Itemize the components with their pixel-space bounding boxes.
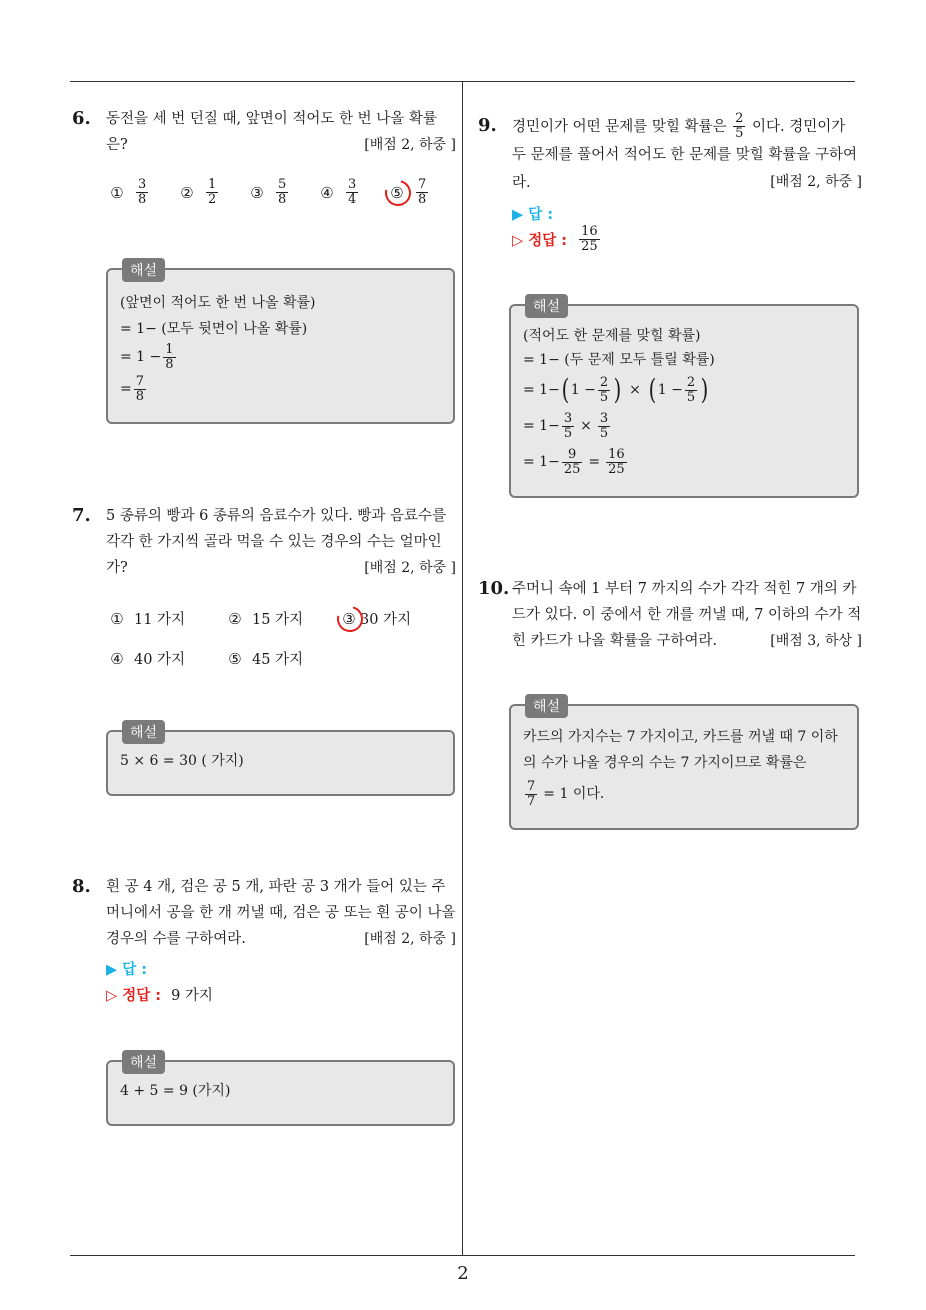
fraction: $\frac{1}{8}$ [165, 341, 174, 372]
fraction: $\frac{2}{5}$ [686, 374, 696, 405]
problem-7 [72, 503, 456, 580]
solution-tag: 해설 [525, 694, 568, 718]
score: [배점 2, 하중 ] [364, 931, 456, 947]
question-7-text: 7. 5 종류의 빵과 6 종류의 음료수가 있다. 빵과 음료수를 각각 한 가지씩 골라 먹을 수 있는 경우의 수는 얼마인가? [72, 505, 447, 576]
question-number: 9. [478, 115, 497, 136]
score: [배점 2, 하중 ] [770, 174, 862, 190]
page-number: 2 [457, 1263, 469, 1284]
question-9-text: 9. 경민이가 어떤 문제를 맞힐 확률은 $\frac{2}{5}$ 이다. 경민이가 두 문제를 풀어서 적어도 한 문제를 맞힐 확률을 구하여라. [478, 111, 858, 191]
answer-row [72, 955, 456, 981]
question-10-text: 10. 주머니 속에 1 부터 7 까지의 수가 각각 적힌 7 개의 카드가 있다. 이 중에서 한 개를 꺼낼 때, 7 이하의 수가 적힌 카드가 나올 확률을 구하여라. [478, 578, 862, 649]
correct-answer-row [478, 223, 862, 254]
selected-circle-mark: ③ [340, 610, 358, 628]
choice-1[interactable]: ① 11 가지 [110, 609, 186, 628]
problem-9 [478, 112, 862, 252]
fraction: $\frac{1}{2}$ [208, 177, 217, 207]
question-number: 7. [72, 505, 91, 526]
fraction: $\frac{16}{25}$ [608, 446, 625, 477]
solution-tag: 해설 [122, 720, 165, 744]
problem-8 [72, 874, 456, 1007]
choice-4[interactable]: ④ $\frac{3}{4}$ [320, 177, 357, 207]
score: [배점 2, 하중 ] [364, 137, 456, 153]
answer-row [478, 200, 862, 226]
selected-circle-mark: ⑤ [388, 184, 406, 202]
fraction: $\frac{7}{8}$ [135, 373, 145, 404]
question-number: 6. [72, 108, 91, 129]
correct-label: ▷ 정답 : [106, 987, 162, 1004]
fraction: $\frac{3}{8}$ [138, 177, 147, 207]
solution-box-6: 해설 (앞면이 적어도 한 번 나올 확률) = 1− (모두 뒷면이 나올 확률) = 1 − $\frac{1}{8}$ = $\frac{7}{8}$ [106, 268, 455, 424]
solution-tag: 해설 [122, 1050, 165, 1074]
choice-5[interactable]: ⑤ 45 가지 [228, 649, 304, 668]
question-number: 10. [478, 578, 510, 599]
choice-3-selected[interactable]: ③ 30 가지 [340, 608, 411, 629]
problem-6 [72, 106, 456, 157]
bottom-rule [70, 1255, 855, 1256]
score: [배점 2, 하중 ] [364, 560, 456, 576]
column-divider [462, 81, 463, 1256]
question-8-text: 8. 흰 공 4 개, 검은 공 5 개, 파란 공 3 개가 들어 있는 주머니에서 공을 한 개 꺼낼 때, 검은 공 또는 흰 공이 나올 경우의 수를 구하여라. [72, 876, 456, 947]
fraction: $\frac{3}{5}$ [599, 410, 609, 441]
choice-2[interactable]: ② 15 가지 [228, 609, 304, 628]
correct-value: 9 가지 [171, 987, 213, 1004]
fraction: $\frac{3}{5}$ [563, 410, 573, 441]
question-6-text: 6. 동전을 세 번 던질 때, 앞면이 적어도 한 번 나올 확률은? [72, 108, 437, 153]
score: [배점 3, 하상 ] [770, 633, 862, 649]
choices-7 [108, 604, 448, 674]
choice-1[interactable]: ① $\frac{3}{8}$ [110, 177, 147, 207]
correct-fraction: $\frac{16}{25}$ [581, 223, 598, 254]
solution-box-8: 해설 4 + 5 = 9 (가지) [106, 1060, 455, 1126]
choices-6 [108, 178, 448, 218]
choice-4[interactable]: ④ 40 가지 [110, 649, 186, 668]
fraction: $\frac{5}{8}$ [278, 177, 287, 207]
choice-5-selected[interactable] [388, 178, 430, 207]
solution-box-10: 해설 카드의 가지수는 7 가지이고, 카드를 꺼낼 때 7 이하의 수가 나올 경우의 수는 7 가지이므로 확률은 $\frac{7}{7}$ = 1 이다. [509, 704, 859, 830]
fraction: $\frac{7}{8}$ [418, 177, 427, 207]
solution-tag: 해설 [122, 258, 165, 282]
solution-box-9: 해설 (적어도 한 문제를 맞힐 확률) = 1− (두 문제 모두 틀릴 확률) = 1− ( 1 − $\frac{2}{5}$ ) × ( 1 − $\frac{2}{5}$ ) = 1− $\frac{3}{5}$ × $\frac{3}{5}$ = 1− $\frac{9}{25}$ = $\frac{16}{25}$ [509, 304, 859, 498]
fraction: $\frac{2}{5}$ [735, 111, 744, 141]
fraction: $\frac{7}{7}$ [527, 778, 536, 809]
solution-tag: 해설 [525, 294, 568, 318]
problem-10 [478, 576, 862, 653]
solution-box-7: 해설 5 × 6 = 30 ( 가지) [106, 730, 455, 796]
fraction: $\frac{3}{4}$ [348, 177, 357, 207]
question-number: 8. [72, 876, 91, 897]
answer-label: ▶ 답 : [512, 206, 554, 223]
fraction: $\frac{9}{25}$ [563, 446, 581, 477]
choice-3[interactable]: ③ $\frac{5}{8}$ [250, 177, 287, 207]
choice-2[interactable]: ② $\frac{1}{2}$ [180, 177, 217, 207]
correct-label: ▷ 정답 : [512, 232, 568, 249]
fraction: $\frac{2}{5}$ [599, 374, 609, 405]
answer-label: ▶ 답 : [106, 961, 148, 978]
correct-answer-row [72, 981, 456, 1007]
